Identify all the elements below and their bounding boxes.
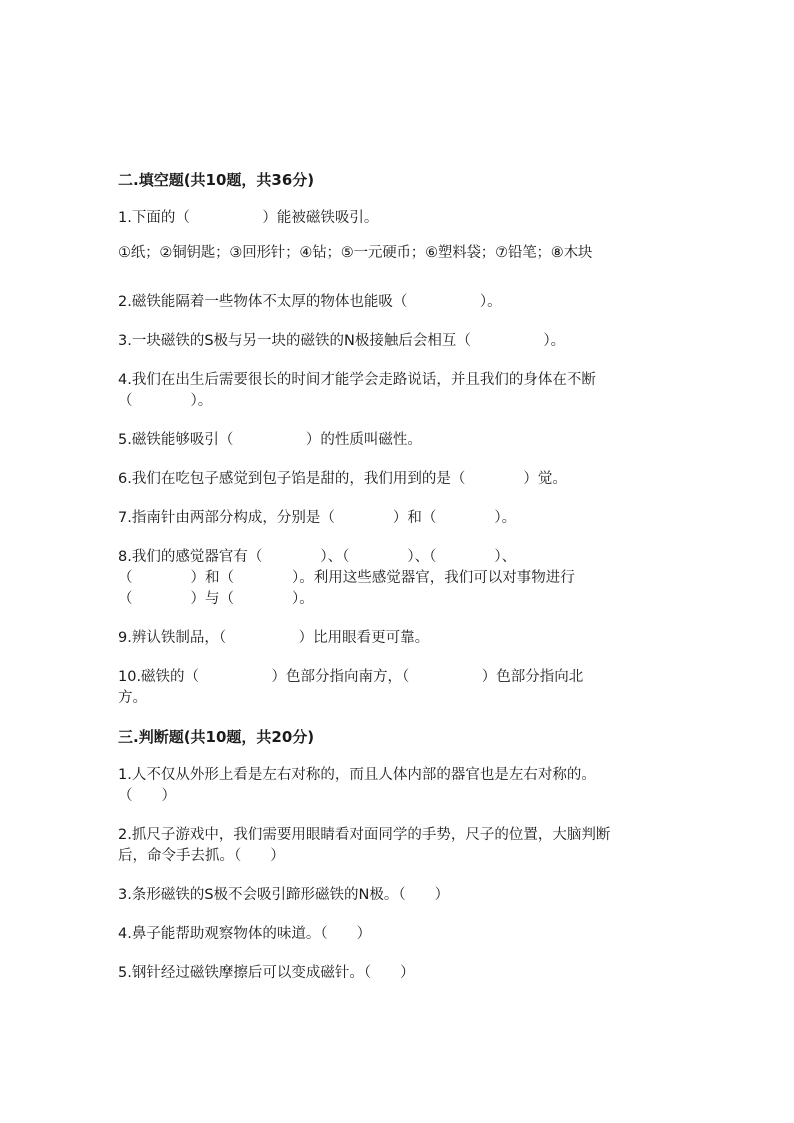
question-5: 5.磁铁能够吸引（ ）的性质叫磁性。	[118, 432, 422, 448]
tf-question-1-line-1: 1.人不仅从外形上看是左右对称的，而且人体内部的器官也是左右对称的。	[118, 767, 596, 783]
tf-question-2	[118, 825, 678, 867]
question-8-line-2: （ ）和（ ）。利用这些感觉器官，我们可以对事物进行	[118, 570, 575, 586]
question-8-line-3: （ ）与（ ）。	[118, 591, 314, 607]
tf-question-4: 4.鼻子能帮助观察物体的味道。（ ）	[118, 926, 372, 942]
question-10-line-2: 方。	[118, 690, 147, 706]
tf-question-1-line-2: （ ）	[118, 788, 176, 804]
question-10-line-1: 10.磁铁的（ ）色部分指向南方，（ ）色部分指向北	[118, 669, 584, 685]
question-8	[118, 547, 678, 610]
question-2: 2.磁铁能隔着一些物体不太厚的物体也能吸（ ）。	[118, 294, 502, 310]
question-1-options: ①纸；②铜钥匙；③回形针；④钻；⑤一元硬币；⑥塑料袋；⑦铅笔；⑧木块	[118, 245, 593, 261]
question-9: 9.辨认铁制品，（ ）比用眼看更可靠。	[118, 630, 430, 646]
true-false-section	[118, 727, 678, 984]
worksheet-page	[118, 170, 678, 1002]
question-1: 1.下面的（ ）能被磁铁吸引。	[118, 210, 379, 226]
question-3: 3.一块磁铁的S极与另一块的磁铁的N极接触后会相互（ ）。	[118, 333, 566, 349]
tf-question-2-line-2: 后，命令手去抓。（ ）	[118, 848, 285, 864]
question-4	[118, 370, 678, 412]
question-4-line-1: 4.我们在出生后需要很长的时间才能学会走路说话，并且我们的身体在不断	[118, 372, 596, 388]
tf-question-2-line-1: 2.抓尺子游戏中，我们需要用眼睛看对面同学的手势，尺子的位置，大脑判断	[118, 827, 611, 843]
tf-question-1	[118, 765, 678, 807]
question-8-line-1: 8.我们的感觉器官有（ ）、（ ）、（ ）、	[118, 549, 517, 565]
question-7: 7.指南针由两部分构成，分别是（ ）和（ ）。	[118, 510, 517, 526]
tf-question-3: 3.条形磁铁的S极不会吸引蹄形磁铁的N极。（ ）	[118, 887, 450, 903]
section-title-fill-in: 二.填空题(共10题，共36分)	[118, 171, 315, 189]
fill-in-blank-section	[118, 170, 678, 709]
question-4-line-2: （ ）。	[118, 393, 213, 409]
question-10	[118, 667, 678, 709]
question-6: 6.我们在吃包子感觉到包子馅是甜的，我们用到的是（ ）觉。	[118, 471, 567, 487]
tf-question-5: 5.钢针经过磁铁摩擦后可以变成磁针。（ ）	[118, 965, 415, 981]
section-title-true-false: 三.判断题(共10题，共20分)	[118, 728, 315, 746]
